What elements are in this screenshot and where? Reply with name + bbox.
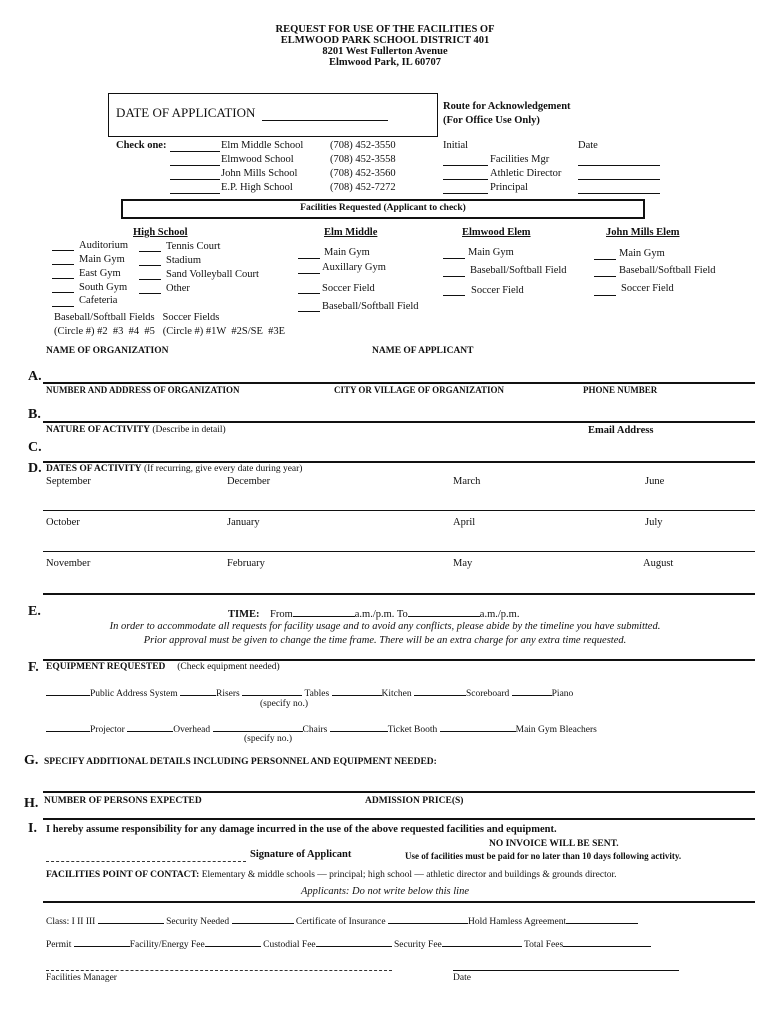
facility-label: Other	[166, 283, 190, 294]
facility-checkbox[interactable]	[139, 251, 161, 252]
equipment-note: (Check equipment needed)	[177, 662, 280, 672]
facility-label: Cafeteria	[79, 295, 118, 306]
city-label: CITY OR VILLAGE OF ORGANIZATION	[334, 385, 505, 395]
facility-checkbox[interactable]	[443, 295, 465, 296]
office-security-fee: Security Fee	[394, 940, 442, 950]
num-addr-label: NUMBER AND ADDRESS OF ORGANIZATION	[46, 385, 240, 395]
office-field[interactable]	[232, 914, 294, 924]
equipment-checkbox[interactable]	[414, 686, 466, 696]
route-initial-field[interactable]	[443, 165, 488, 166]
office-field[interactable]	[566, 914, 638, 924]
facility-checkbox[interactable]	[52, 278, 74, 279]
section-i-marker: I.	[28, 821, 37, 836]
facility-checkbox[interactable]	[52, 306, 74, 307]
email-label: Email Address	[588, 425, 654, 436]
equipment-item: Overhead	[173, 725, 211, 735]
section-d-marker: D.	[28, 461, 42, 476]
school-checkbox[interactable]	[170, 193, 220, 194]
phone-label: PHONE NUMBER	[583, 385, 658, 395]
school-phone: (708) 452-7272	[330, 182, 396, 193]
month-label: January	[227, 517, 260, 528]
name-applicant-label: NAME OF APPLICANT	[372, 346, 474, 356]
office-facility-fee: Facility/Energy Fee	[129, 940, 205, 950]
facility-checkbox[interactable]	[52, 250, 74, 251]
address-line[interactable]	[43, 421, 755, 423]
equipment-item: Scoreboard	[466, 689, 510, 699]
equipment-item: Ticket Booth	[387, 725, 438, 735]
facility-checkbox[interactable]	[594, 276, 616, 277]
school-phone: (708) 452-3558	[330, 154, 396, 165]
john-mills-elem-title: John Mills Elem	[606, 227, 680, 238]
section-h-marker: H.	[24, 796, 39, 811]
office-field[interactable]	[442, 937, 522, 947]
header-title	[0, 24, 770, 68]
route-initial-header: Initial	[443, 140, 469, 151]
facility-label: Main Gym	[468, 247, 514, 258]
month-label: October	[46, 517, 80, 528]
name-org-line[interactable]	[43, 382, 755, 384]
manager-date-line[interactable]	[453, 970, 679, 971]
facility-label: Baseball/Softball Field	[322, 301, 419, 312]
office-security-needed: Security Needed	[166, 917, 230, 927]
office-field[interactable]	[316, 937, 392, 947]
equipment-heading	[46, 662, 280, 672]
facility-checkbox[interactable]	[52, 292, 74, 293]
equipment-row2	[46, 722, 597, 735]
time-from-field[interactable]	[293, 607, 355, 617]
equipment-item: Piano	[551, 689, 574, 699]
equipment-item: Main Gym Bleachers	[515, 725, 597, 735]
equipment-checkbox[interactable]	[512, 686, 552, 696]
facility-label: Stadium	[166, 255, 202, 266]
facility-checkbox[interactable]	[139, 293, 161, 294]
manager-date-label: Date	[453, 973, 471, 983]
invoice-note: Use of facilities must be paid for no later than 10 days following activity.	[405, 851, 682, 861]
nature-label: NATURE OF ACTIVITY	[46, 425, 150, 435]
facility-checkbox[interactable]	[139, 265, 161, 266]
facility-label: Main Gym	[619, 248, 665, 259]
office-certificate: Certificate of Insurance	[295, 917, 386, 927]
school-phone: (708) 452-3560	[330, 168, 396, 179]
equipment-checkbox[interactable]	[127, 722, 173, 732]
fields-line1: Baseball/Softball Fields Soccer Fields	[54, 312, 220, 323]
no-invoice: NO INVOICE WILL BE SENT.	[489, 839, 619, 849]
office-permit: Permit	[46, 940, 72, 950]
school-checkbox[interactable]	[170, 165, 220, 166]
equipment-checkbox[interactable]	[332, 686, 382, 696]
months-divider	[43, 551, 755, 552]
month-label: August	[643, 558, 674, 569]
time-bottom	[43, 659, 755, 661]
time-ampm-to: a.m./p.m. To	[354, 609, 408, 620]
office-field[interactable]	[205, 937, 261, 947]
section-c-marker: C.	[28, 440, 42, 455]
facility-checkbox[interactable]	[52, 264, 74, 265]
nature-activity	[46, 425, 226, 435]
office-field[interactable]	[563, 937, 651, 947]
fields-line2: (Circle #) #2 #3 #4 #5 (Circle #) #1W #2S/SE #3E	[54, 326, 286, 337]
nature-note: (Describe in detail)	[152, 425, 226, 435]
month-label: June	[645, 476, 665, 487]
time-row	[228, 607, 519, 620]
office-row1	[46, 914, 638, 927]
high-school-title: High School	[133, 227, 188, 238]
dates-label: DATES OF ACTIVITY	[46, 464, 142, 474]
office-field[interactable]	[98, 914, 164, 924]
school-phone: (708) 452-3550	[330, 140, 396, 151]
poc-text: Elementary & middle schools — principal; high school — athletic director and buildings & grounds director.	[201, 870, 617, 880]
office-row2	[46, 937, 651, 950]
facility-checkbox[interactable]	[139, 279, 161, 280]
months-bottom	[43, 593, 755, 595]
poc-row	[46, 870, 616, 880]
route-item: Athletic Director	[490, 168, 562, 179]
route-initial-field[interactable]	[443, 179, 488, 180]
month-label: April	[453, 517, 476, 528]
header-line4: Elmwood Park, IL 60707	[328, 57, 441, 68]
signature-label: Signature of Applicant	[250, 849, 352, 860]
month-label: July	[645, 517, 663, 528]
office-hold-harmless: Hold Hamless Agreement	[467, 917, 567, 927]
header-line1: REQUEST FOR USE OF THE FACILITIES OF	[275, 24, 495, 35]
equipment-row1	[46, 686, 573, 699]
elmwood-elem-title: Elmwood Elem	[462, 227, 531, 238]
facility-label: Baseball/Softball Field	[619, 265, 716, 276]
elm-middle-title: Elm Middle	[324, 227, 378, 238]
route-subtitle: (For Office Use Only)	[443, 115, 540, 126]
equipment-item: Projector	[90, 725, 125, 735]
persons-label: NUMBER OF PERSONS EXPECTED	[44, 796, 202, 806]
time-to-field[interactable]	[408, 607, 480, 617]
equipment-item: Tables	[304, 689, 330, 699]
responsibility-text: I hereby assume responsibility for any damage incurred in the use of the above requested facilities and equipment.	[46, 824, 557, 835]
nature-line[interactable]	[43, 461, 755, 463]
facility-checkbox[interactable]	[298, 258, 320, 259]
school-name: E.P. High School	[221, 182, 293, 193]
route-item: Principal	[490, 182, 528, 193]
office-total-fees: Total Fees	[524, 940, 564, 950]
date-of-application-field[interactable]	[262, 120, 388, 121]
school-checkbox[interactable]	[170, 151, 220, 152]
check-one-label: Check one:	[116, 140, 167, 151]
time-ampm: a.m./p.m.	[479, 609, 520, 620]
additional-label: SPECIFY ADDITIONAL DETAILS INCLUDING PERSONNEL AND EQUIPMENT NEEDED:	[44, 757, 437, 767]
equipment-item: Public Address System	[90, 689, 178, 699]
school-name: Elmwood School	[221, 154, 294, 165]
facility-checkbox[interactable]	[298, 311, 320, 312]
equipment-checkbox[interactable]	[213, 722, 303, 732]
route-date-field[interactable]	[578, 193, 660, 194]
office-divider	[43, 901, 755, 903]
equipment-checkbox[interactable]	[440, 722, 516, 732]
admission-label: ADMISSION PRICE(S)	[365, 796, 464, 806]
facility-label: Soccer Field	[471, 285, 524, 296]
signature-line[interactable]	[46, 861, 246, 862]
facilities-requested-label: Facilities Requested (Applicant to check)	[300, 203, 466, 213]
section-f-marker: F.	[28, 660, 39, 675]
month-label: February	[227, 558, 265, 569]
facility-label: Main Gym	[79, 254, 125, 265]
facility-label: South Gym	[79, 282, 128, 293]
dates-note: (If recurring, give every date during year)	[143, 464, 303, 474]
month-label: December	[227, 476, 271, 487]
facility-checkbox[interactable]	[443, 258, 465, 259]
equipment-checkbox[interactable]	[180, 686, 216, 696]
persons-line[interactable]	[43, 818, 755, 820]
specify-note: (specify no.)	[260, 699, 309, 709]
specify-note: (specify no.)	[244, 734, 293, 744]
route-date-field[interactable]	[578, 179, 660, 180]
month-label: May	[453, 558, 473, 569]
facility-label: Auxillary Gym	[322, 262, 386, 273]
name-org-label: NAME OF ORGANIZATION	[46, 346, 169, 356]
equipment-item: Kitchen	[381, 689, 412, 699]
facility-label: Tennis Court	[166, 241, 221, 252]
facilities-manager-label: Facilities Manager	[46, 973, 117, 983]
facilities-manager-line[interactable]	[46, 970, 392, 971]
section-a-marker: A.	[28, 369, 42, 384]
equipment-checkbox[interactable]	[46, 722, 90, 732]
time-label: TIME:	[228, 609, 260, 620]
month-label: September	[46, 476, 91, 487]
section-b-marker: B.	[28, 407, 41, 422]
facility-label: Auditorium	[79, 240, 128, 251]
date-of-application-label: DATE OF APPLICATION	[116, 105, 256, 120]
office-custodial-fee: Custodial Fee	[263, 940, 316, 950]
facility-checkbox[interactable]	[594, 295, 616, 296]
months-divider	[43, 510, 755, 511]
month-label: March	[453, 476, 481, 487]
route-date-header: Date	[578, 140, 598, 151]
applicants-note: Applicants: Do not write below this line	[301, 886, 469, 897]
equipment-item: Risers	[216, 689, 240, 699]
office-field[interactable]	[74, 937, 130, 947]
route-date-field[interactable]	[578, 165, 660, 166]
route-initial-field[interactable]	[443, 193, 488, 194]
equipment-checkbox[interactable]	[46, 686, 90, 696]
facility-label: Main Gym	[324, 247, 370, 258]
facility-checkbox[interactable]	[298, 293, 320, 294]
facility-checkbox[interactable]	[298, 273, 320, 274]
equipment-checkbox[interactable]	[242, 686, 302, 696]
additional-line[interactable]	[43, 791, 755, 793]
section-e-marker: E.	[28, 604, 41, 619]
facility-label: East Gym	[79, 268, 121, 279]
office-class: Class: I II III	[46, 917, 96, 927]
header-line2: ELMWOOD PARK SCHOOL DISTRICT 401	[280, 35, 490, 46]
equipment-title: EQUIPMENT REQUESTED	[46, 662, 166, 672]
office-field[interactable]	[388, 914, 468, 924]
equipment-checkbox[interactable]	[330, 722, 388, 732]
facility-checkbox[interactable]	[443, 276, 465, 277]
facility-label: Sand Volleyball Court	[166, 269, 259, 280]
school-checkbox[interactable]	[170, 179, 220, 180]
facility-label: Baseball/Softball Field	[470, 265, 567, 276]
time-from: From	[270, 609, 293, 620]
facility-label: Soccer Field	[621, 283, 674, 294]
school-name: John Mills School	[221, 168, 298, 179]
time-note1: In order to accommodate all requests for facility usage and to avoid any conflicts, please abide by the timeline you have submitted.	[109, 621, 661, 632]
dates-activity	[46, 464, 302, 474]
section-g-marker: G.	[24, 753, 39, 768]
header-line3: 8201 West Fullerton Avenue	[322, 46, 448, 57]
school-name: Elm Middle School	[221, 140, 304, 151]
route-title: Route for Acknowledgement	[443, 101, 571, 112]
month-label: November	[46, 558, 91, 569]
facility-label: Soccer Field	[322, 283, 375, 294]
route-item: Facilities Mgr	[490, 154, 550, 165]
equipment-item: Chairs	[302, 725, 328, 735]
time-note2: Prior approval must be given to change the time frame. There will be an extra charge for any extra time requested.	[143, 635, 627, 646]
facility-checkbox[interactable]	[594, 259, 616, 260]
poc-label: FACILITIES POINT OF CONTACT:	[46, 870, 200, 880]
